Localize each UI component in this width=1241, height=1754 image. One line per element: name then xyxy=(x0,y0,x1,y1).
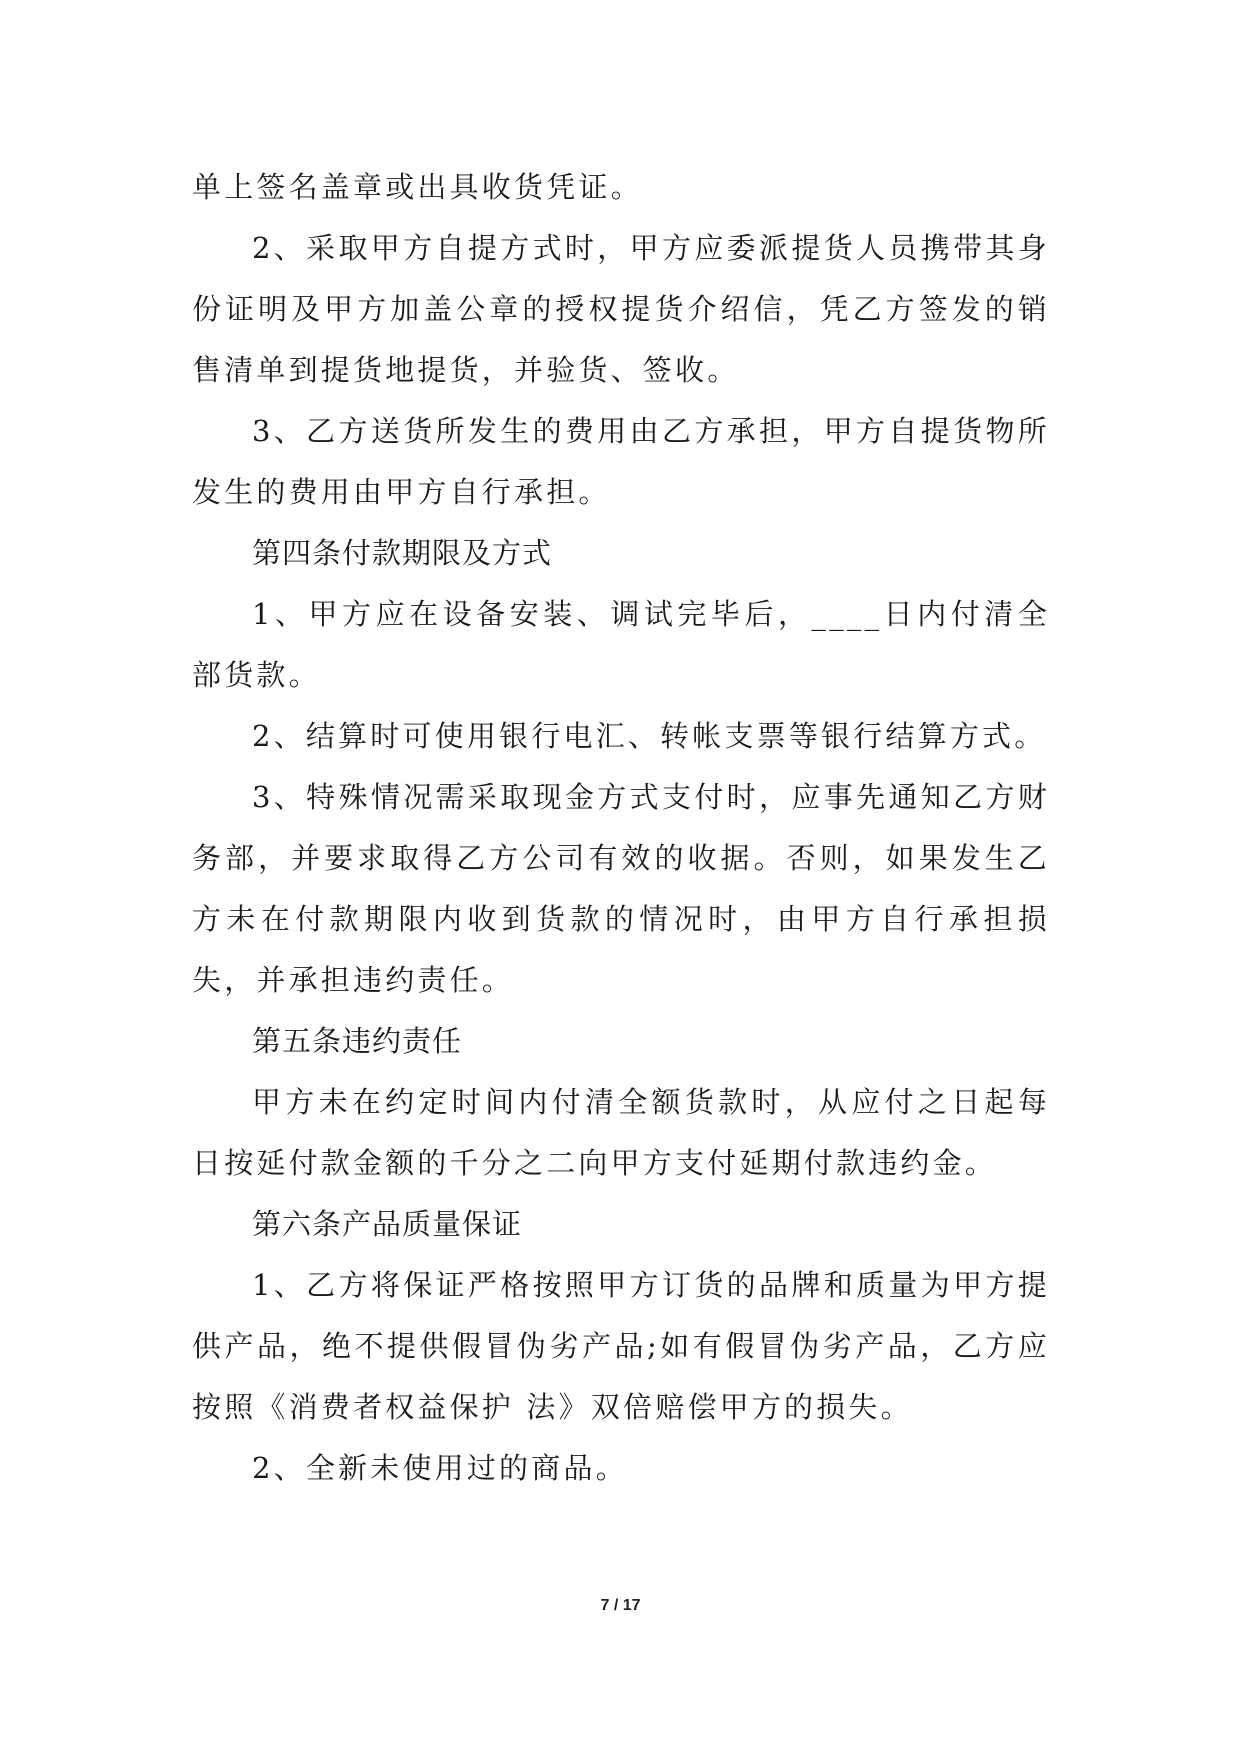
paragraph-delivery-cost: 3、乙方送货所发生的费用由乙方承担，甲方自提货物所发生的费用由甲方自行承担。 xyxy=(192,414,1050,509)
paragraph-late-payment-penalty: 甲方未在约定时间内付清全额货款时，从应付之日起每日按延付款金额的千分之二向甲方支付延期付款违约金。 xyxy=(192,1085,1050,1180)
paragraph-settlement-method: 2、结算时可使用银行电汇、转帐支票等银行结算方式。 xyxy=(252,719,1047,753)
section-heading-article-6: 第六条产品质量保证 xyxy=(252,1207,523,1241)
section-heading-article-4: 第四条付款期限及方式 xyxy=(252,536,553,570)
paragraph-new-goods: 2、全新未使用过的商品。 xyxy=(252,1451,628,1485)
paragraph-cash-payment: 3、特殊情况需采取现金方式支付时，应事先通知乙方财务部，并要求取得乙方公司有效的收据。否则，如果发生乙方未在付款期限内收到货款的情况时，由甲方自行承担损失，并承担违约责任。 xyxy=(192,780,1050,997)
paragraph-payment-deadline: 1、甲方应在设备安装、调试完毕后，____日内付清全部货款。 xyxy=(192,597,1050,692)
paragraph-receipt-voucher: 单上签名盖章或出具收货凭证。 xyxy=(192,170,643,204)
page-number: 7 / 17 xyxy=(600,1597,641,1614)
document-body xyxy=(192,157,1050,1499)
section-heading-article-5: 第五条违约责任 xyxy=(252,1024,463,1058)
paragraph-self-pickup: 2、采取甲方自提方式时，甲方应委派提货人员携带其身份证明及甲方加盖公章的授权提货介绍信，凭乙方签发的销售清单到提货地提货，并验货、签收。 xyxy=(192,231,1050,387)
paragraph-quality-guarantee: 1、乙方将保证严格按照甲方订货的品牌和质量为甲方提供产品，绝不提供假冒伪劣产品;如有假冒伪劣产品，乙方应按照《消费者权益保护 法》双倍赔偿甲方的损失。 xyxy=(192,1268,1050,1424)
